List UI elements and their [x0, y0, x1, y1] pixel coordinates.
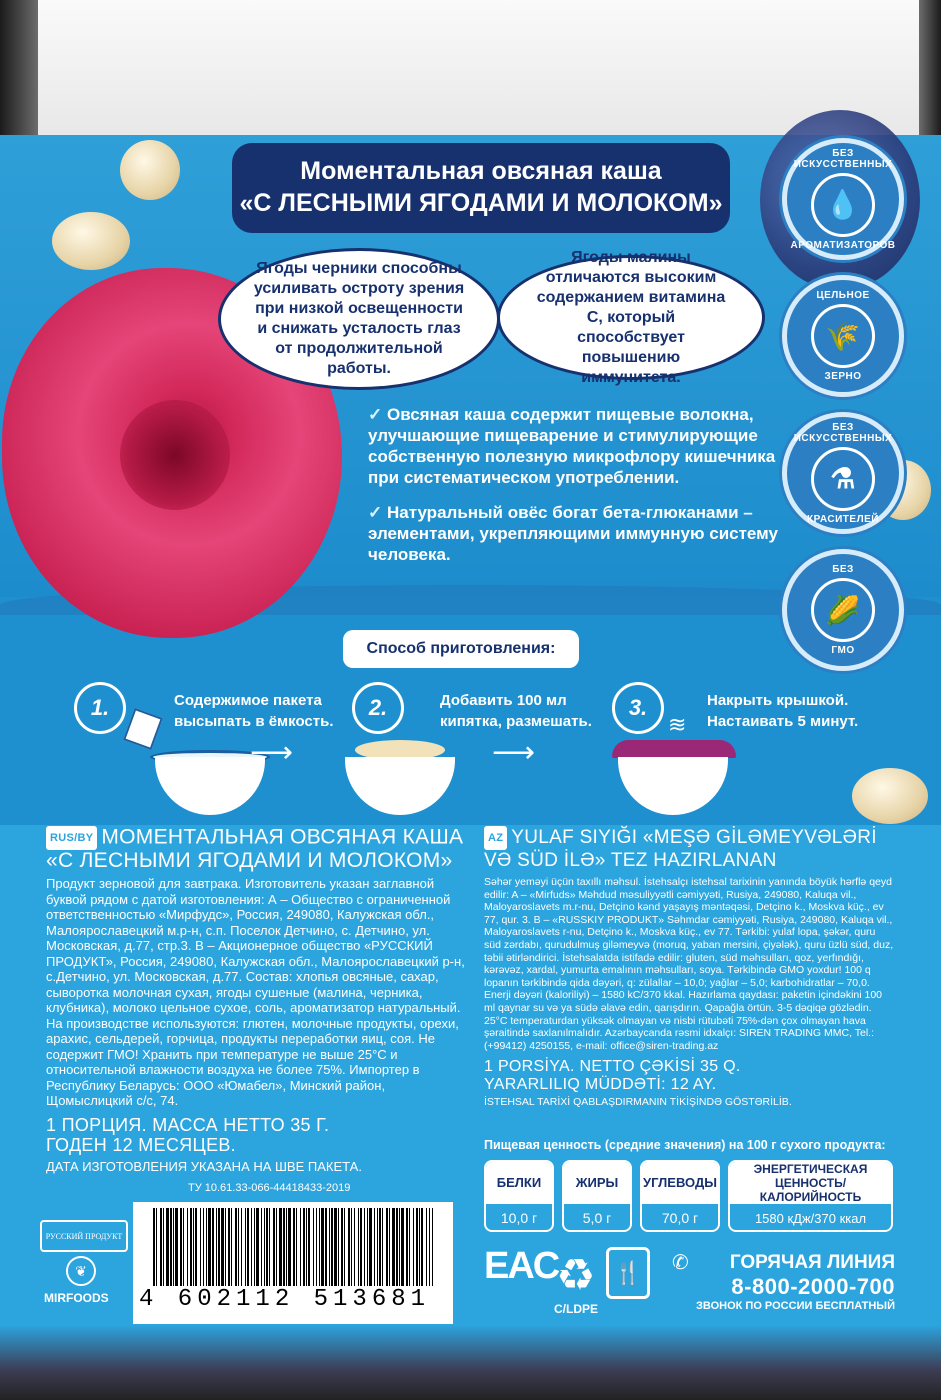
hotline-block: [675, 1252, 895, 1312]
oat-flake-image: [52, 212, 130, 270]
barcode-bar: [399, 1208, 400, 1286]
title-line-2: «С ЛЕСНЫМИ ЯГОДАМИ И МОЛОКОМ»: [239, 189, 723, 217]
barcode-bar: [367, 1208, 368, 1286]
product-title-banner: [232, 143, 730, 233]
step-3-number: 3.: [612, 682, 664, 734]
rus-product-title-2: «С ЛЕСНЫМИ ЯГОДАМИ И МОЛОКОМ»: [46, 849, 453, 872]
mirfoods-leaf-icon: ❦: [66, 1256, 96, 1286]
barcode-bar: [344, 1208, 345, 1286]
raspberry-core: [120, 400, 230, 510]
nutrition-label: ЭНЕРГЕТИЧЕСКАЯ ЦЕННОСТЬ/КАЛОРИЙНОСТЬ: [730, 1162, 891, 1204]
benefits-list: [368, 404, 778, 579]
badge-top-text: БЕЗ ИСКУССТВЕННЫХ: [793, 421, 893, 444]
barcode-bar: [364, 1208, 365, 1286]
step-2-text: Добавить 100 мл кипятка, размешать.: [440, 692, 592, 730]
nutrition-protein: [484, 1160, 554, 1232]
az-product-title: AZ YULAF SIYIĞI «MEŞƏ GİLƏMEYVƏLƏRİ: [484, 826, 894, 850]
barcode-bar: [203, 1208, 204, 1286]
badge-top-text: БЕЗ ИСКУССТВЕННЫХ: [793, 147, 893, 170]
barcode-bar: [416, 1208, 418, 1286]
food-safe-icon: 🍴: [606, 1247, 650, 1299]
barcode-bar: [231, 1208, 232, 1286]
barcode-bar: [374, 1208, 375, 1286]
barcode-bar: [392, 1208, 395, 1286]
nutrition-label: БЕЛКИ: [486, 1162, 552, 1204]
badge-no-gmo: [782, 549, 904, 671]
barcode-bar: [261, 1208, 262, 1286]
pack-edge-left: [0, 0, 38, 135]
oat-flake-image: [120, 140, 180, 200]
barcode-bars: [153, 1208, 433, 1286]
barcode-bar: [153, 1208, 155, 1286]
az-product-title-2: VƏ SÜD İLƏ» TEZ HAZIRLANAN: [484, 850, 777, 871]
check-icon: ✓: [368, 405, 387, 424]
mirfoods-logo: MIRFOODS: [44, 1291, 109, 1305]
barcode-bar: [329, 1208, 330, 1286]
barcode-bar: [303, 1208, 305, 1286]
barcode-bar: [283, 1208, 285, 1286]
flask-icon: ⚗: [811, 447, 875, 511]
arrow-right-icon: ⟶: [492, 736, 536, 769]
badge-whole-grain: [782, 275, 904, 397]
barcode-bar: [273, 1208, 275, 1286]
barcode-bar: [360, 1208, 362, 1286]
barcode-bar: [190, 1208, 192, 1286]
barcode-bar: [241, 1208, 242, 1286]
barcode-bar: [264, 1208, 265, 1286]
step-1-number: 1.: [74, 682, 126, 734]
barcode-bar: [419, 1208, 420, 1286]
badge-no-colors: [782, 412, 904, 534]
rus-shelf-life: ГОДЕН 12 МЕСЯЦЕВ.: [46, 1134, 236, 1155]
barcode-bar: [183, 1208, 184, 1286]
barcode-bar: [351, 1208, 352, 1286]
badge-top-text: БЕЗ: [832, 564, 854, 575]
az-shelf-life: YARARLILIQ MÜDDƏTİ: 12 AY.: [484, 1076, 717, 1094]
rus-lang-tag: RUS/BY: [46, 826, 97, 850]
blueberry-bubble: [218, 248, 500, 390]
barcode-bar: [251, 1208, 252, 1286]
barcode-bar: [286, 1208, 287, 1286]
barcode-bar: [308, 1208, 310, 1286]
badge-no-flavors: [782, 138, 904, 260]
pack-top-seal: [38, 0, 919, 135]
rus-info-column: [46, 826, 466, 1174]
rus-body-text: Продукт зерновой для завтрака. Изготовитель указан заглавной буквой рядом с датой изготовления: А – Общество с ограниченной ответственностью «Мирфудс», Россия, 249080, Калужская обл., Малоярославецкий м.р-н, с.п. Поселок Детчино, с. Детчино, ул. Московская, д.77, стр.3. В – Акционерное общество «РУССКИЙ ПРОДУКТ», Россия, 249080, Калужская обл., Малоярославецкий р-н, с.Детчино, ул. Московская, д.77. Состав: хлопья овсяные, сахар, сыворотка молочная сухая, ягоды сушеные (малина, черника, клубника), молоко цельное сухое, соль, ароматизатор натуральный. На производстве используются: глютен, молочные продукты, орехи, арахис, сельдерей, горчица, продукты переработки яиц, соя. Не содержит ГМО! Хранить при температуре не выше 25°С и относительной влажности воздуха не более 75%. Импортер в Республику Беларусь: ООО «Юмабел», Минский район, Щомыслицкий с/с, 74.: [46, 876, 465, 1108]
phone-icon: ✆: [672, 1252, 689, 1274]
barcode-bar: [221, 1208, 224, 1286]
hotline-title: ГОРЯЧАЯ ЛИНИЯ: [729, 1252, 895, 1273]
barcode-bar: [341, 1208, 343, 1286]
barcode-bar: [166, 1208, 169, 1286]
barcode-bar: [245, 1208, 246, 1286]
barcode-bar: [313, 1208, 314, 1286]
russkiy-produkt-logo: РУССКИЙ ПРОДУКТ: [40, 1220, 128, 1252]
barcode-bar: [200, 1208, 201, 1286]
lid-icon: [612, 740, 736, 758]
nutrition-energy: [728, 1160, 893, 1232]
barcode-bar: [163, 1208, 164, 1286]
barcode-bar: [406, 1208, 408, 1286]
barcode-bar: [218, 1208, 220, 1286]
barcode-bar: [300, 1208, 301, 1286]
barcode-bar: [266, 1208, 268, 1286]
barcode-bar: [276, 1208, 277, 1286]
method-title: Способ приготовления:: [343, 630, 579, 668]
recycle-icon: ♻: [556, 1251, 596, 1300]
barcode-bar: [354, 1208, 355, 1286]
bottom-seal: [0, 1325, 941, 1400]
barcode-bar: [269, 1208, 270, 1286]
wheat-icon: 🌾: [811, 304, 875, 368]
nutrition-fat: [562, 1160, 632, 1232]
barcode-bar: [187, 1208, 188, 1286]
badge-bottom-text: КРАСИТЕЛЕЙ: [807, 513, 879, 525]
barcode-bar: [377, 1208, 378, 1286]
barcode-bar: [296, 1208, 297, 1286]
nutrition-label: ЖИРЫ: [564, 1162, 630, 1204]
rus-portion: 1 ПОРЦИЯ. МАССА НЕТТО 35 Г.: [46, 1114, 330, 1135]
eac-mark: EAC: [484, 1245, 559, 1287]
barcode-bar: [316, 1208, 317, 1286]
badge-bottom-text: АРОМАТИЗАТОРОВ: [790, 239, 896, 251]
barcode-bar: [432, 1208, 433, 1286]
rus-date-note: ДАТА ИЗГОТОВЛЕНИЯ УКАЗАНА НА ШВЕ ПАКЕТА.: [46, 1158, 362, 1174]
tu-code: ТУ 10.61.33-066-44418433-2019: [188, 1182, 351, 1194]
barcode: [133, 1202, 453, 1324]
rus-product-title: RUS/BY МОМЕНТАЛЬНАЯ ОВСЯНАЯ КАША: [46, 826, 466, 850]
barcode-bar: [429, 1208, 430, 1286]
nutrition-label: УГЛЕВОДЫ: [642, 1162, 718, 1204]
az-info-column: [484, 826, 894, 1109]
blueberry-bubble-text: Ягоды черники способны усиливать остроту зрения при низкой освещенности и снижать усталость глаз от продолжительной работы.: [253, 260, 465, 377]
barcode-bar: [156, 1208, 157, 1286]
nutrition-header: Пищевая ценность (средние значения) на 100 г сухого продукта:: [484, 1138, 886, 1152]
barcode-bar: [173, 1208, 174, 1286]
step-1-text: Содержимое пакета высыпать в ёмкость.: [174, 692, 334, 730]
barcode-bar: [288, 1208, 291, 1286]
corn-icon: 🌽: [811, 578, 875, 642]
barcode-bar: [247, 1208, 249, 1286]
nutrition-value: 5,0 г: [582, 1210, 612, 1226]
barcode-bar: [216, 1208, 217, 1286]
nutrition-carbs: [640, 1160, 720, 1232]
barcode-bar: [396, 1208, 398, 1286]
nutrition-value: 1580 кДж/370 ккал: [754, 1210, 867, 1226]
hotline-phone[interactable]: 8-800-2000-700: [731, 1274, 895, 1299]
hotline-note: ЗВОНОК ПО РОССИИ БЕСПЛАТНЫЙ: [696, 1300, 895, 1312]
badge-top-text: ЦЕЛЬНОЕ: [816, 290, 870, 301]
barcode-bar: [379, 1208, 381, 1286]
barcode-bar: [321, 1208, 324, 1286]
raspberry-bubble-text: Ягоды малины отличаются высоким содержанием витамина С, который способствует повышению иммунитета.: [536, 248, 726, 386]
barcode-bar: [170, 1208, 172, 1286]
drop-icon: 💧: [811, 173, 875, 237]
barcode-bar: [208, 1208, 211, 1286]
pack-edge-right: [919, 0, 941, 135]
barcode-bar: [409, 1208, 410, 1286]
az-body-text: Səhər yeməyi üçün taxıllı məhsul. İstehsalçı istehsal tarixinin yanında böyük hərflə qeyd edilir: A – «Mirfuds» Məhdud məsuliyyətli cəmiyyəti, Rusiya, 249080, Kaluqa vil., Maloyaroslavets m.r-nu, Detçino kənd yaşayış məntəqəsi, Detçino k., Moskva küç., ev 77, qur. 3. B – «RUSSKIY PRODUKT» Səhmdar cəmiyyəti, Rusiya, 249080, Kaluqa vil., Maloyaroslavets r-nu, Detçino k., Moskva küç., ev 77. Tərkibi: yulaf lopa, şəkər, quru süd zərdabı, qurudulmuş giləmeyvə (moruq, yaban mersini, çiyələk), quru üzlü süd, duz, təbii ətirləndirici. İstehsalatda istifadə edilir: gluten, süd məhsulları, qoz, yerfındığı, kərəvəz, xardal, yumurta emalının məhsulları, soya. Tərkibində GMO yoxdur! 100 q lopanın tərkibində qida dəyəri, q: zülallar – 10,0; yağlar – 5,0; karbohidratlar – 70,0. Enerji dəyəri (kaloriliyi) – 1580 kC/370 kkal. Hazırlama qaydası: paketin içindəkini 100 ml qaynar su və ya südə əlavə edin, qarışdırın. Qapağla örtün. 3-5 dəqiqə gözlədin. 25°C temperaturdan yüksək olmayan və nisbi rütubəti 75%-dən çox olmayan hava şəraitində saxlanılmalıdır. Azərbaycanda rəsmi idxalçı: SIREN TRADING MMC, Tel.:(+99412) 4250155, e-mail: office@siren-trading.az: [484, 876, 894, 1052]
steam-icon: ≋: [668, 712, 687, 737]
az-date-note: İSTEHSAL TARİXİ QABLAŞDIRMANIN TİKİŞİNDƏ GÖSTƏRİLİB.: [484, 1096, 792, 1109]
barcode-bar: [195, 1208, 197, 1286]
title-line-1: Моментальная овсяная каша: [300, 157, 662, 185]
benefit-item: ✓ Натуральный овёс богат бета-глюканами – элементами, укрепляющими иммунную систему человека.: [368, 503, 778, 564]
barcode-bar: [319, 1208, 320, 1286]
barcode-bar: [413, 1208, 414, 1286]
raspberry-bubble: [497, 248, 765, 386]
barcode-number: 4 602112 513681: [139, 1286, 431, 1313]
barcode-bar: [206, 1208, 207, 1286]
barcode-bar: [180, 1208, 182, 1286]
barcode-bar: [348, 1208, 350, 1286]
barcode-bar: [160, 1208, 162, 1286]
barcode-bar: [401, 1208, 404, 1286]
nutrition-value: 70,0 г: [661, 1210, 699, 1226]
barcode-bar: [306, 1208, 307, 1286]
barcode-bar: [331, 1208, 333, 1286]
barcode-bar: [389, 1208, 390, 1286]
barcode-bar: [358, 1208, 359, 1286]
barcode-bar: [426, 1208, 427, 1286]
barcode-bar: [279, 1208, 282, 1286]
barcode-bar: [382, 1208, 383, 1286]
barcode-bar: [193, 1208, 194, 1286]
check-icon: ✓: [368, 503, 387, 522]
barcode-bar: [175, 1208, 178, 1286]
barcode-bar: [369, 1208, 372, 1286]
barcode-bar: [228, 1208, 230, 1286]
oat-flake-image: [852, 768, 928, 824]
nutrition-value: 10,0 г: [500, 1210, 538, 1226]
barcode-bar: [325, 1208, 327, 1286]
step-2-number: 2.: [352, 682, 404, 734]
barcode-bar: [238, 1208, 239, 1286]
barcode-bar: [212, 1208, 214, 1286]
step-3-text: Накрыть крышкой. Настаивать 5 минут.: [707, 692, 859, 730]
barcode-bar: [235, 1208, 237, 1286]
badge-bottom-text: ЗЕРНО: [824, 371, 862, 382]
barcode-bar: [338, 1208, 339, 1286]
barcode-bar: [225, 1208, 226, 1286]
barcode-bar: [254, 1208, 255, 1286]
recycle-label: C/LDPE: [554, 1302, 599, 1316]
barcode-bar: [256, 1208, 259, 1286]
az-lang-tag: AZ: [484, 826, 507, 850]
barcode-bar: [386, 1208, 388, 1286]
benefit-item: ✓ Овсяная каша содержит пищевые волокна, улучшающие пищеварение и стимулирующие собственную полезную микрофлору кишечника при систематическом употреблении.: [368, 405, 776, 487]
az-portion: 1 PORSİYA. NETTO ÇƏKİSİ 35 Q.: [484, 1058, 741, 1076]
barcode-bar: [334, 1208, 337, 1286]
badge-bottom-text: ГМО: [831, 645, 855, 656]
barcode-bar: [421, 1208, 423, 1286]
barcode-bar: [293, 1208, 295, 1286]
arrow-right-icon: ⟶: [250, 736, 294, 769]
